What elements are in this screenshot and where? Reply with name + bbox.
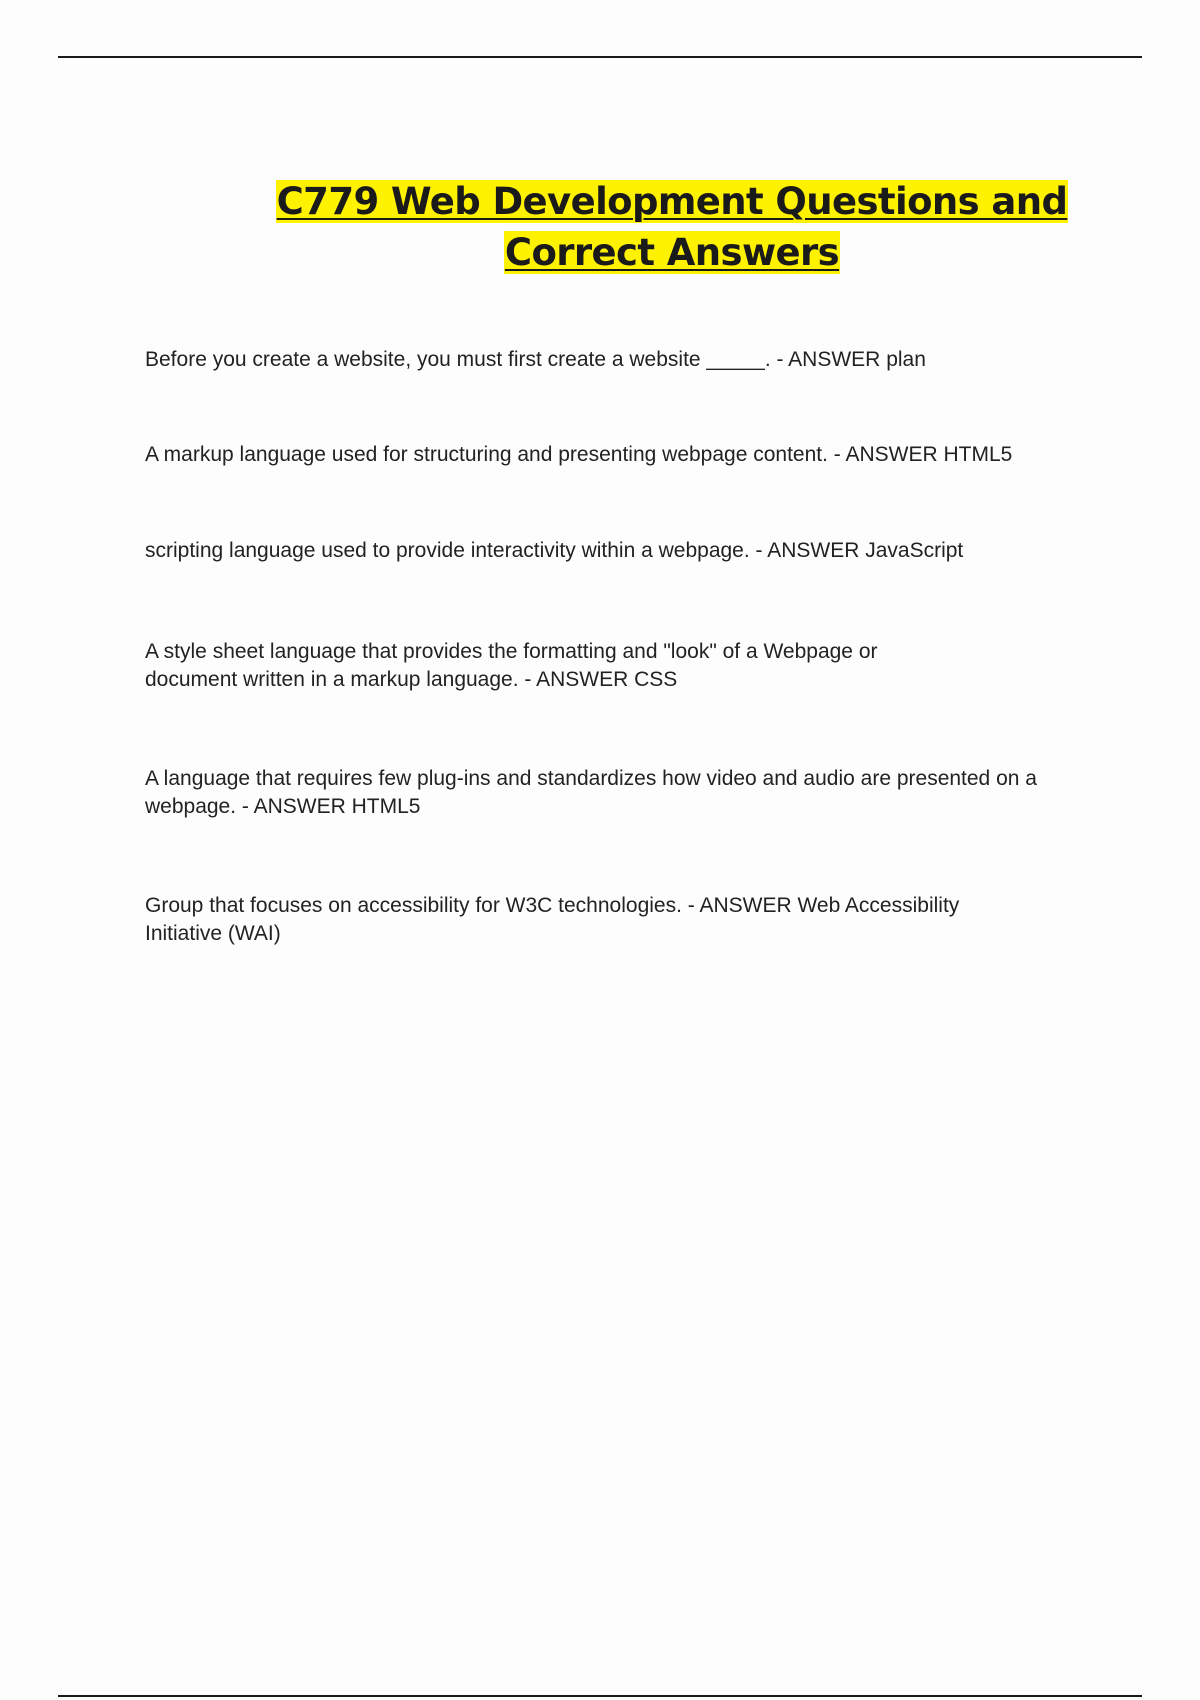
title-line-2: Correct Answers xyxy=(504,230,840,274)
qa-item xyxy=(145,638,965,694)
bottom-rule xyxy=(58,1695,1142,1697)
qa-item xyxy=(145,537,1080,565)
answer-text: HTML5 xyxy=(351,795,421,818)
qa-item xyxy=(145,441,1080,469)
qa-item xyxy=(145,346,1080,374)
answer-separator: - ANSWER xyxy=(749,539,866,562)
qa-item xyxy=(145,892,1025,948)
answer-text: Web Accessibility Initiative (WAI) xyxy=(145,894,960,945)
question-text: A style sheet language that provides the formatting and "look" of a Webpage or document written in a markup language. xyxy=(145,640,878,691)
answer-text: plan xyxy=(886,348,926,371)
answer-text: CSS xyxy=(634,668,678,691)
question-text: scripting language used to provide interactivity within a webpage. xyxy=(145,539,750,562)
answer-separator: - ANSWER xyxy=(827,443,944,466)
answer-separator: - ANSWER xyxy=(770,348,887,371)
question-text: Group that focuses on accessibility for W3C technologies. xyxy=(145,894,682,917)
answer-separator: - ANSWER xyxy=(681,894,798,917)
answer-text: JavaScript xyxy=(865,539,964,562)
answer-text: HTML5 xyxy=(943,443,1013,466)
document-title xyxy=(250,176,1094,278)
answer-separator: - ANSWER xyxy=(236,795,352,818)
question-text: A markup language used for structuring and presenting webpage content. xyxy=(145,443,828,466)
question-text: Before you create a website, you must first create a website _____. xyxy=(145,348,771,371)
top-rule xyxy=(58,56,1142,58)
qa-item xyxy=(145,765,1080,821)
answer-separator: - ANSWER xyxy=(518,668,635,691)
question-text: A language that requires few plug-ins and standardizes how video and audio are presented on a webpage. xyxy=(145,767,1037,818)
title-line-1: C779 Web Development Questions and xyxy=(276,179,1068,223)
